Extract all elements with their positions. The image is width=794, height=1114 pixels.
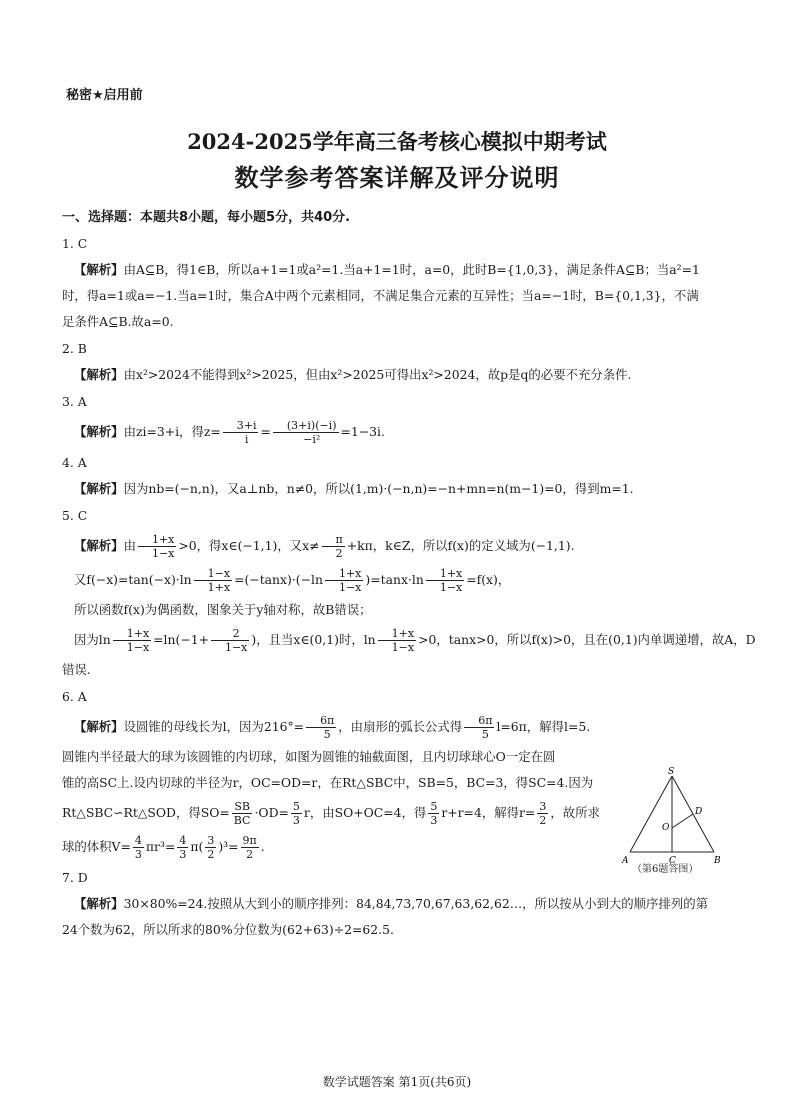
q5-line-3: 所以函数f(x)为偶函数，图象关于y轴对称，故B错误； bbox=[74, 602, 372, 617]
analysis-tag: 【解析】 bbox=[74, 367, 124, 382]
fraction: $\frac{6\pi}{5}$ bbox=[306, 714, 336, 741]
q3-line: 【解析】由zi=3+i，得z= $\frac{3+i}{i}$ = $\frac{(3+i)(-i)}{\text{−i²}}$ =1−3i. bbox=[74, 419, 385, 446]
analysis-tag: 【解析】 bbox=[74, 424, 124, 439]
q4-line bbox=[62, 476, 738, 502]
q4-number: 4. A bbox=[62, 455, 87, 470]
label-s: S bbox=[668, 767, 675, 777]
q7-line-1: 【解析】30×80%=24.按照从大到小的顺序排列：84,84,73,70,67,63,62,62…，所以按从小到大的顺序排列的第 bbox=[74, 896, 708, 911]
q6-line-3: 锥的高SC上.设内切球的半径为r，OC=OD=r，在Rt△SBC中，SB=5，BC=3，得SC=4.因为 bbox=[62, 775, 594, 790]
q2-number: 2. B bbox=[62, 341, 87, 356]
q5-line-4: 因为ln $\frac{1+x}{1-x}$ =ln(−1+ $\frac{2}{1-x}$ )，且当x∈(0,1)时，ln $\frac{1+x}{1-x}$ >0，tanx>0，所以f(x)>0，且在(0,1)内单调递增，故A，D bbox=[74, 627, 756, 654]
q6-line-5: 球的体积V= $\frac{4}{3}$ πr³= $\frac{4}{3}$ π( $\frac{3}{2}$ )³= $\frac{9\pi}{2}$ . bbox=[62, 834, 265, 861]
q1-line-2: 时，得a=1或a=−1.当a=1时，集合A中两个元素相同，不满足集合元素的互异性；当a=−1时，B={0,1,3}，不满 bbox=[62, 288, 699, 303]
q5-line-1: 【解析】由 $\frac{1+x}{1-x}$ >0，得x∈(−1,1)，又x≠ $\frac{\pi}{2}$ +kπ，k∈Z，所以f(x)的定义域为(−1,1). bbox=[74, 533, 575, 560]
fraction: $\frac{1+x}{1-x}$ bbox=[138, 533, 176, 560]
q6-line-1: 【解析】设圆锥的母线长为l，因为216°= $\frac{6\pi}{5}$ ，由扇形的弧长公式得 $\frac{6\pi}{5}$ l=6π，解得l=5. bbox=[74, 714, 591, 741]
q1-text-1: 由A⊆B，得1∈B，所以a+1=1或a²=1.当a+1=1时，a=0，此时B={1,0,3}，满足条件A⊆B；当a²=1 bbox=[123, 262, 700, 277]
analysis-tag: 【解析】 bbox=[74, 481, 124, 496]
label-o: O bbox=[662, 823, 670, 833]
analysis-tag: 【解析】 bbox=[74, 262, 124, 277]
confidential-label: 秘密★启用前 bbox=[66, 88, 143, 103]
fraction: $\frac{5}{3}$ bbox=[292, 800, 300, 827]
q3-text-a: 由zi=3+i，得z= bbox=[123, 424, 221, 439]
fraction: $\frac{1-x}{1+x}$ bbox=[194, 567, 232, 594]
fraction: $\frac{1+x}{1-x}$ bbox=[113, 627, 151, 654]
fraction: $\frac{4}{3}$ bbox=[134, 834, 142, 861]
fraction: $\frac{5}{3}$ bbox=[430, 800, 438, 827]
fraction: $\frac{1+x}{1-x}$ bbox=[378, 627, 416, 654]
fraction: $\frac{(3+i)(-i)}{\text{−i²}}$ bbox=[273, 419, 339, 446]
fraction: $\frac{4}{3}$ bbox=[179, 834, 187, 861]
fraction: $\frac{1+x}{1-x}$ bbox=[325, 567, 363, 594]
label-d: D bbox=[695, 807, 703, 817]
q2-text: 由x²>2024不能得到x²>2025，但由x²>2025可得出x²>2024，故p是q的必要不充分条件. bbox=[123, 367, 632, 382]
document-subtitle: 数学参考答案详解及评分说明 bbox=[234, 164, 560, 192]
q1-number: 1. C bbox=[62, 236, 88, 251]
fraction: $\frac{3}{2}$ bbox=[207, 834, 215, 861]
q3-text-b: =1−3i. bbox=[340, 424, 385, 439]
figure-caption: （第6题答图） bbox=[632, 864, 699, 875]
fraction: $\frac{3}{2}$ bbox=[539, 800, 547, 827]
analysis-tag: 【解析】 bbox=[74, 538, 124, 553]
fraction: $\frac{3+i}{i}$ bbox=[223, 419, 259, 446]
q5-line-5: 错误. bbox=[62, 662, 91, 677]
q6-number: 6. A bbox=[62, 689, 87, 704]
q7-number: 7. D bbox=[62, 870, 88, 885]
q5-number: 5. C bbox=[62, 508, 88, 523]
q7-line-2: 24个数为62，所以所求的80%分位数为(62+63)÷2=62.5. bbox=[62, 922, 394, 937]
edge-sa bbox=[630, 776, 672, 852]
fraction: $\frac{6\pi}{5}$ bbox=[464, 714, 494, 741]
label-a: A bbox=[622, 856, 629, 866]
page-footer: 数学试题答案 第1页(共6页) bbox=[322, 1075, 472, 1089]
segment-od bbox=[672, 814, 693, 828]
q6-line-2: 圆锥内半径最大的球为该圆锥的内切球，如图为圆锥的轴截面图，且内切球球心O一定在圆 bbox=[62, 749, 556, 764]
q1-line-1 bbox=[62, 257, 738, 283]
analysis-tag: 【解析】 bbox=[74, 896, 124, 911]
exam-title: 2024-2025学年高三备考核心模拟中期考试 bbox=[187, 129, 607, 154]
q2-line bbox=[62, 362, 738, 388]
section-heading: 一、选择题：本题共8小题，每小题5分，共40分. bbox=[62, 210, 351, 225]
fraction: $\frac{2}{1-x}$ bbox=[211, 627, 249, 654]
label-b: B bbox=[714, 856, 721, 866]
label-c: C bbox=[669, 856, 676, 866]
q1-line-3: 足条件A⊆B.故a=0. bbox=[62, 314, 174, 329]
fraction: $\frac{9\pi}{2}$ bbox=[242, 834, 257, 861]
q3-number: 3. A bbox=[62, 394, 87, 409]
q5-line-2: 又f(−x)=tan(−x)·ln $\frac{1-x}{1+x}$ =(−tanx)·(−ln $\frac{1+x}{1-x}$ )=tanx·ln $\frac{1+x}{1-x}$ =f(x)， bbox=[74, 567, 511, 594]
fraction: $\frac{\pi}{2}$ bbox=[322, 533, 345, 560]
analysis-tag: 【解析】 bbox=[74, 719, 124, 734]
q4-text: 因为nb=(−n,n)，又a⊥nb，n≠0，所以(1,m)·(−n,n)=−n+mn=n(m−1)=0，得到m=1. bbox=[123, 481, 634, 496]
fraction: $\frac{1+x}{1-x}$ bbox=[426, 567, 464, 594]
fraction: $\frac{SB}{BC}$ bbox=[233, 800, 251, 827]
q6-line-4: Rt△SBC∽Rt△SOD，得SO= $\frac{SB}{BC}$ ·OD= $\frac{5}{3}$ r，由SO+OC=4，得 $\frac{5}{3}$ r+r=4，解得r= $\frac{3}{2}$ ，故所求 bbox=[62, 800, 600, 827]
